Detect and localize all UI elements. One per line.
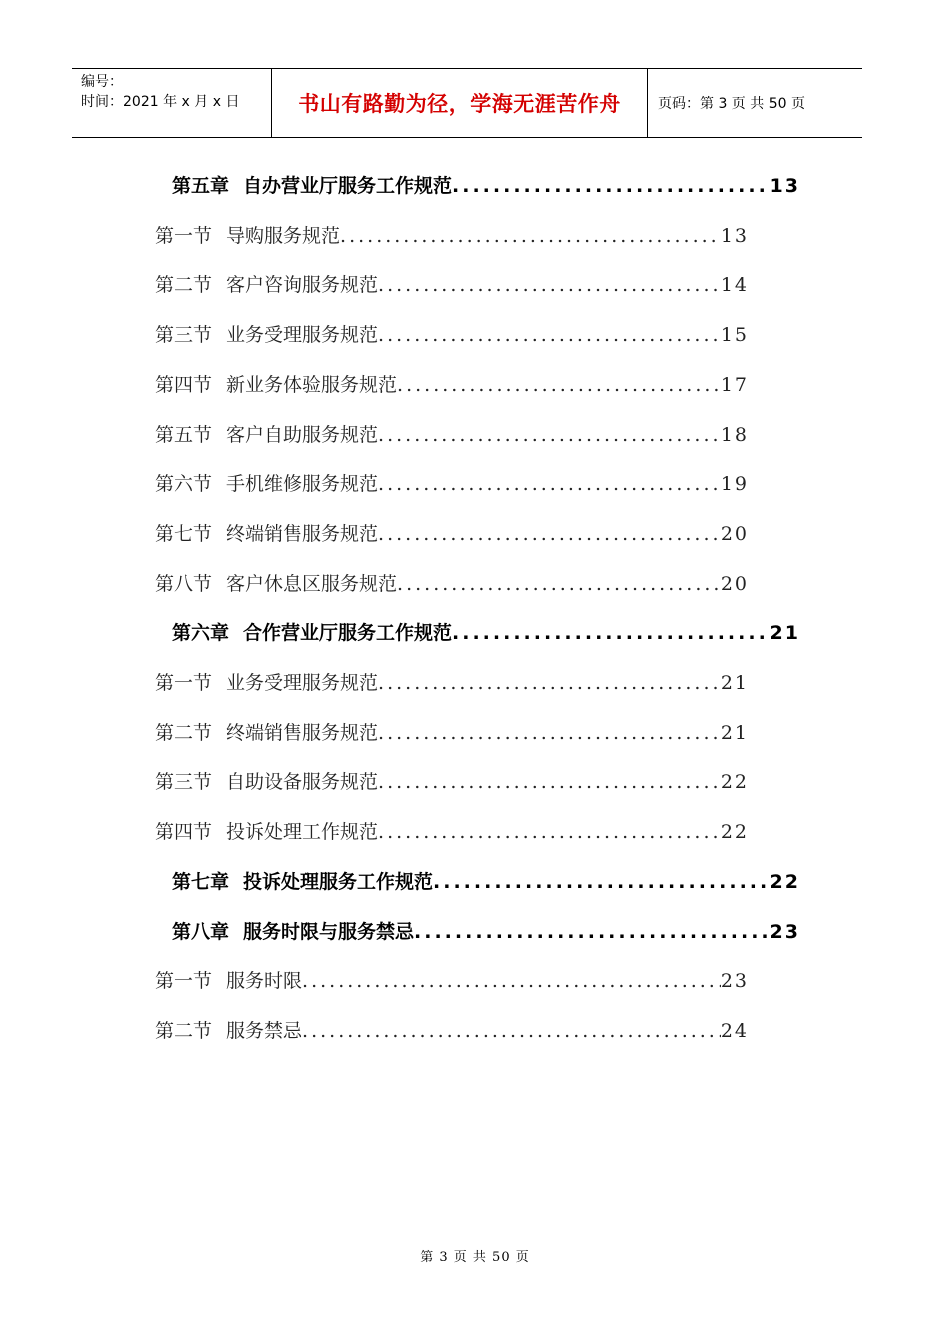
toc-entry-title: 合作营业厅服务工作规范 bbox=[243, 622, 453, 644]
toc-leader-dots bbox=[414, 921, 770, 943]
header-page-info: 页码：第 3 页 共 50 页 bbox=[658, 96, 805, 112]
toc-entry-title: 业务受理服务规范 bbox=[226, 324, 379, 346]
header-motto: 书山有路勤为径，学海无涯苦作舟 bbox=[298, 92, 621, 116]
toc-entry-title: 手机维修服务规范 bbox=[226, 473, 379, 495]
toc-leader-dots bbox=[378, 473, 721, 495]
toc-entry-number: 第七节 bbox=[155, 523, 213, 545]
toc-leader-dots bbox=[433, 871, 770, 893]
toc-entry-number: 第六章 bbox=[172, 622, 230, 644]
toc-entry-title: 服务时限 bbox=[226, 970, 303, 992]
toc-leader-dots bbox=[378, 722, 721, 744]
toc-entry-number: 第七章 bbox=[172, 871, 230, 893]
toc-chapter-entry[interactable] bbox=[172, 867, 800, 894]
page-header bbox=[72, 68, 862, 138]
toc-section-entry[interactable] bbox=[155, 767, 749, 794]
toc-entry-title: 终端销售服务规范 bbox=[226, 722, 379, 744]
toc-entry-number: 第八章 bbox=[172, 921, 230, 943]
toc-entry-number: 第一节 bbox=[155, 672, 213, 694]
toc-entry-page: 21 bbox=[720, 672, 749, 694]
toc-leader-dots bbox=[340, 225, 721, 247]
toc-entry-page: 18 bbox=[720, 424, 749, 446]
toc-entry-number: 第一节 bbox=[155, 225, 213, 247]
header-motto-cell bbox=[272, 69, 648, 137]
toc-section-entry[interactable] bbox=[155, 519, 749, 546]
toc-leader-dots bbox=[397, 374, 721, 396]
toc-entry-page: 17 bbox=[720, 374, 749, 396]
toc-entry-number: 第四节 bbox=[155, 821, 213, 843]
toc-section-entry[interactable] bbox=[155, 370, 749, 397]
toc-leader-dots bbox=[397, 573, 721, 595]
toc-section-entry[interactable] bbox=[155, 966, 749, 993]
toc-entry-number: 第二节 bbox=[155, 1020, 213, 1042]
toc-leader-dots bbox=[378, 771, 721, 793]
toc-section-entry[interactable] bbox=[155, 1016, 749, 1043]
toc-section-entry[interactable] bbox=[155, 320, 749, 347]
toc-entry-title: 客户咨询服务规范 bbox=[226, 274, 379, 296]
toc-leader-dots bbox=[302, 1020, 721, 1042]
toc-section-entry[interactable] bbox=[155, 469, 749, 496]
toc-entry-title: 服务时限与服务禁忌 bbox=[243, 921, 415, 943]
toc-entry-title: 投诉处理服务工作规范 bbox=[243, 871, 434, 893]
toc-section-entry[interactable] bbox=[155, 817, 749, 844]
toc-chapter-entry[interactable] bbox=[172, 171, 800, 198]
toc-entry-number: 第二节 bbox=[155, 722, 213, 744]
toc-entry-page: 13 bbox=[769, 175, 800, 197]
toc-entry-page: 23 bbox=[769, 921, 800, 943]
page-footer: 第 3 页 共 50 页 bbox=[420, 1250, 530, 1265]
toc-entry-number: 第五节 bbox=[155, 424, 213, 446]
document-time-label: 时间：2021 年 x 月 x 日 bbox=[81, 94, 240, 110]
toc-entry-number: 第六节 bbox=[155, 473, 213, 495]
toc-leader-dots bbox=[378, 424, 721, 446]
toc-leader-dots bbox=[378, 274, 721, 296]
toc-entry-title: 终端销售服务规范 bbox=[226, 523, 379, 545]
toc-section-entry[interactable] bbox=[155, 420, 749, 447]
toc-section-entry[interactable] bbox=[155, 569, 749, 596]
toc-entry-number: 第三节 bbox=[155, 324, 213, 346]
toc-leader-dots bbox=[378, 324, 721, 346]
toc-entry-page: 24 bbox=[720, 1020, 749, 1042]
toc-entry-page: 15 bbox=[720, 324, 749, 346]
toc-entry-page: 21 bbox=[769, 622, 800, 644]
toc-entry-page: 20 bbox=[720, 523, 749, 545]
toc-leader-dots bbox=[378, 672, 721, 694]
toc-entry-page: 19 bbox=[720, 473, 749, 495]
toc-chapter-entry[interactable] bbox=[172, 917, 800, 944]
toc-section-entry[interactable] bbox=[155, 718, 749, 745]
toc-entry-title: 自办营业厅服务工作规范 bbox=[243, 175, 453, 197]
toc-chapter-entry[interactable] bbox=[172, 618, 800, 645]
toc-entry-number: 第三节 bbox=[155, 771, 213, 793]
toc-entry-title: 客户休息区服务规范 bbox=[226, 573, 398, 595]
toc-entry-title: 新业务体验服务规范 bbox=[226, 374, 398, 396]
toc-entry-page: 21 bbox=[720, 722, 749, 744]
toc-entry-number: 第五章 bbox=[172, 175, 230, 197]
toc-leader-dots bbox=[452, 622, 770, 644]
toc-entry-title: 服务禁忌 bbox=[226, 1020, 303, 1042]
toc-entry-page: 13 bbox=[720, 225, 749, 247]
toc-entry-title: 业务受理服务规范 bbox=[226, 672, 379, 694]
toc-entry-number: 第四节 bbox=[155, 374, 213, 396]
toc-entry-title: 客户自助服务规范 bbox=[226, 424, 379, 446]
toc-section-entry[interactable] bbox=[155, 270, 749, 297]
toc-entry-number: 第八节 bbox=[155, 573, 213, 595]
toc-entry-page: 20 bbox=[720, 573, 749, 595]
toc-leader-dots bbox=[302, 970, 721, 992]
toc-section-entry[interactable] bbox=[155, 668, 749, 695]
toc-entry-number: 第二节 bbox=[155, 274, 213, 296]
toc-section-entry[interactable] bbox=[155, 221, 749, 248]
toc-entry-page: 23 bbox=[720, 970, 749, 992]
toc-entry-page: 14 bbox=[720, 274, 749, 296]
toc-entry-title: 自助设备服务规范 bbox=[226, 771, 379, 793]
toc-leader-dots bbox=[378, 821, 721, 843]
toc-entry-page: 22 bbox=[769, 871, 800, 893]
toc-entry-page: 22 bbox=[720, 771, 749, 793]
toc-leader-dots bbox=[378, 523, 721, 545]
header-meta bbox=[72, 69, 272, 137]
toc-entry-title: 导购服务规范 bbox=[226, 225, 341, 247]
toc-entry-number: 第一节 bbox=[155, 970, 213, 992]
toc-leader-dots bbox=[452, 175, 770, 197]
toc-entry-title: 投诉处理工作规范 bbox=[226, 821, 379, 843]
document-number-label: 编号： bbox=[81, 74, 123, 90]
header-page-cell bbox=[648, 69, 862, 137]
toc-entry-page: 22 bbox=[720, 821, 749, 843]
